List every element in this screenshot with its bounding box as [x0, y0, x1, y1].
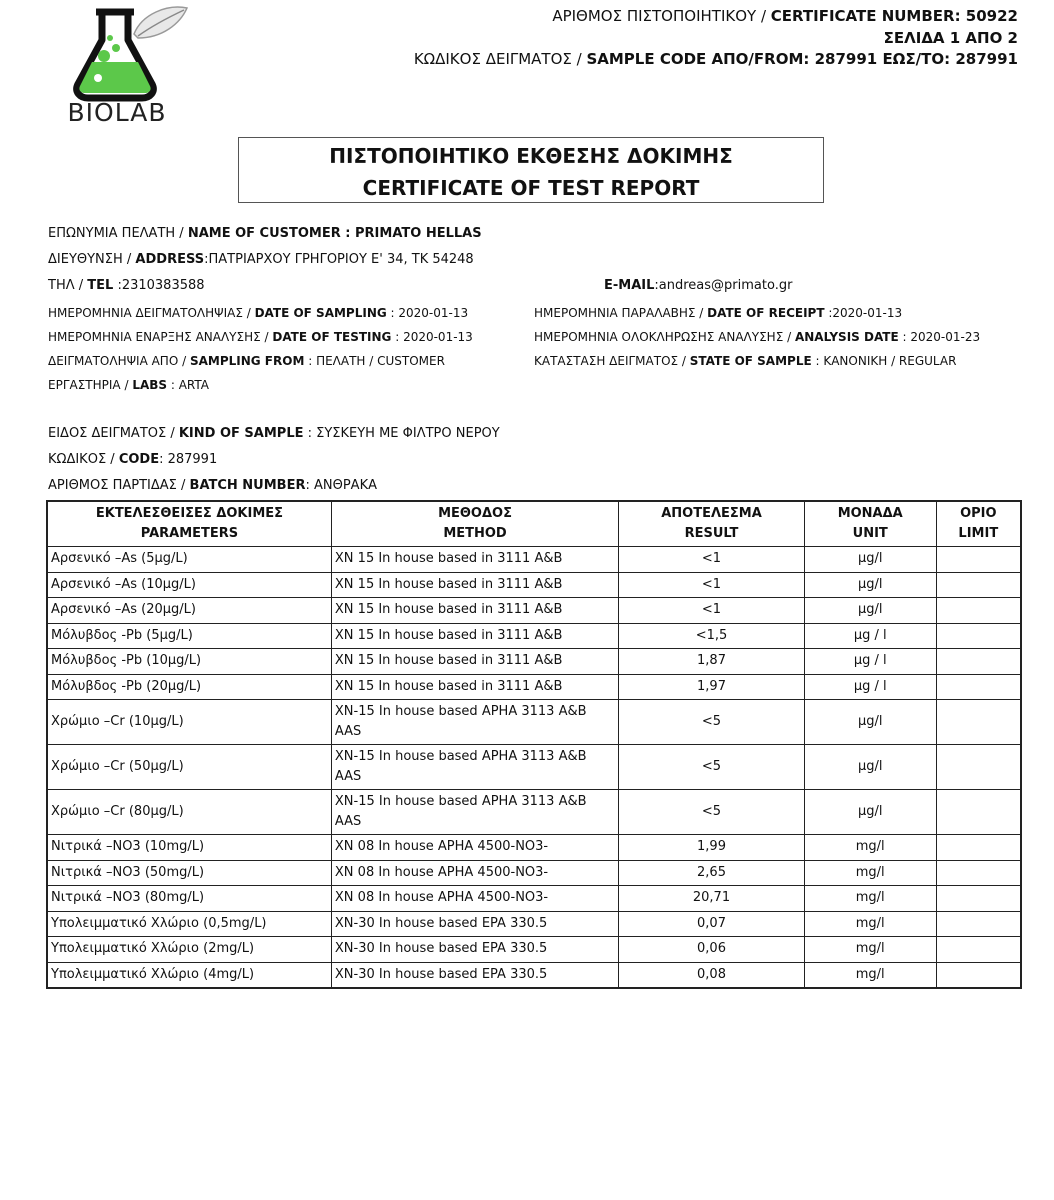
table-row [47, 572, 1021, 598]
limit-cell [936, 911, 1021, 937]
param-cell: Υπολειμματικό Χλώριο (0,5mg/L) [47, 911, 331, 937]
method-cell: XN-15 In house based APHA 3113 A&B AAS [331, 700, 618, 745]
method-cell: XN-15 In house based APHA 3113 A&B AAS [331, 790, 618, 835]
param-cell: Νιτρικά –NO3 (80mg/L) [47, 886, 331, 912]
limit-cell [936, 745, 1021, 790]
param-cell: Υπολειμματικό Χλώριο (4mg/L) [47, 962, 331, 988]
method-cell: XN 15 In house based in 3111 A&B [331, 598, 618, 624]
param-cell: Νιτρικά –NO3 (10mg/L) [47, 835, 331, 861]
unit-cell: μg/l [804, 745, 936, 790]
customer-email: E-MAIL:andreas@primato.gr [604, 278, 793, 293]
method-cell: XN 08 In house APHA 4500-NO3- [331, 860, 618, 886]
unit-cell: mg/l [804, 911, 936, 937]
method-cell: XN-30 In house based EPA 330.5 [331, 911, 618, 937]
title-english: CERTIFICATE OF TEST REPORT [362, 176, 700, 200]
page-number: ΣΕΛΙΔΑ 1 ΑΠΟ 2 [883, 28, 1018, 47]
method-cell: XN 08 In house APHA 4500-NO3- [331, 835, 618, 861]
limit-cell [936, 649, 1021, 675]
logo-text: BIOLAB [67, 98, 167, 127]
flask-leaf-icon [72, 4, 192, 104]
limit-cell [936, 790, 1021, 835]
customer-address: ΔΙΕΥΘΥΝΣΗ / ADDRESS:ΠΑΤΡΙΑΡΧΟΥ ΓΡΗΓΟΡΙΟΥ Ε' 34, ΤΚ 54248 [48, 252, 474, 267]
result-cell: 1,99 [619, 835, 805, 861]
result-cell: <1 [619, 547, 805, 573]
param-cell: Χρώμιο –Cr (50μg/L) [47, 745, 331, 790]
table-row [47, 674, 1021, 700]
unit-cell: μg / l [804, 623, 936, 649]
method-cell: XN 15 In house based in 3111 A&B [331, 674, 618, 700]
method-cell: XN 15 In house based in 3111 A&B [331, 623, 618, 649]
date-of-testing: ΗΜΕΡΟΜΗΝΙΑ ΕΝΑΡΞΗΣ ΑΝΑΛΥΣΗΣ / DATE OF TESTING : 2020-01-13 [48, 330, 473, 344]
unit-cell: mg/l [804, 860, 936, 886]
param-cell: Χρώμιο –Cr (10μg/L) [47, 700, 331, 745]
unit-cell: mg/l [804, 937, 936, 963]
table-row [47, 835, 1021, 861]
limit-cell [936, 860, 1021, 886]
method-cell: XN-15 In house based APHA 3113 A&B AAS [331, 745, 618, 790]
param-cell: Αρσενικό –As (20μg/L) [47, 598, 331, 624]
unit-cell: μg/l [804, 700, 936, 745]
param-cell: Υπολειμματικό Χλώριο (2mg/L) [47, 937, 331, 963]
customer-name: ΕΠΩΝΥΜΙΑ ΠΕΛΑΤΗ / NAME OF CUSTOMER : PRIMATO HELLAS [48, 226, 482, 241]
method-cell: XN 15 In house based in 3111 A&B [331, 649, 618, 675]
result-cell: <1 [619, 572, 805, 598]
param-cell: Νιτρικά –NO3 (50mg/L) [47, 860, 331, 886]
unit-cell: mg/l [804, 835, 936, 861]
limit-cell [936, 572, 1021, 598]
state-of-sample: ΚΑΤΑΣΤΑΣΗ ΔΕΙΓΜΑΤΟΣ / STATE OF SAMPLE : ΚΑΝΟΝΙΚΗ / REGULAR [534, 354, 957, 368]
biolab-logo [52, 4, 192, 126]
date-of-sampling: ΗΜΕΡΟΜΗΝΙΑ ΔΕΙΓΜΑΤΟΛΗΨΙΑΣ / DATE OF SAMPLING : 2020-01-13 [48, 306, 469, 320]
result-cell: <5 [619, 700, 805, 745]
result-cell: 2,65 [619, 860, 805, 886]
method-cell: XN 15 In house based in 3111 A&B [331, 572, 618, 598]
table-row [47, 886, 1021, 912]
method-cell: XN-30 In house based EPA 330.5 [331, 937, 618, 963]
limit-cell [936, 547, 1021, 573]
document-title [238, 137, 824, 203]
param-cell: Αρσενικό –As (10μg/L) [47, 572, 331, 598]
result-cell: <1,5 [619, 623, 805, 649]
param-cell: Μόλυβδος -Pb (20μg/L) [47, 674, 331, 700]
result-cell: 0,08 [619, 962, 805, 988]
limit-cell [936, 962, 1021, 988]
header-unit: ΜΟΝΑΔΑ UNIT [804, 501, 936, 547]
header-limit: ΟΡΙΟ LIMIT [936, 501, 1021, 547]
batch-number: ΑΡΙΘΜΟΣ ΠΑΡΤΙΔΑΣ / BATCH NUMBER: ΑΝΘΡΑΚΑ [48, 478, 377, 493]
unit-cell: μg/l [804, 790, 936, 835]
result-cell: 0,07 [619, 911, 805, 937]
unit-cell: μg / l [804, 649, 936, 675]
limit-cell [936, 937, 1021, 963]
unit-cell: μg/l [804, 598, 936, 624]
result-cell: 0,06 [619, 937, 805, 963]
param-cell: Μόλυβδος -Pb (5μg/L) [47, 623, 331, 649]
table-row [47, 598, 1021, 624]
table-row [47, 911, 1021, 937]
param-cell: Μόλυβδος -Pb (10μg/L) [47, 649, 331, 675]
title-greek: ΠΙΣΤΟΠΟΙΗΤΙΚΟ ΕΚΘΕΣΗΣ ΔΟΚΙΜΗΣ [329, 144, 733, 168]
certificate-header [414, 6, 1018, 71]
result-cell: 1,87 [619, 649, 805, 675]
method-cell: XN 15 In house based in 3111 A&B [331, 547, 618, 573]
param-cell: Χρώμιο –Cr (80μg/L) [47, 790, 331, 835]
limit-cell [936, 886, 1021, 912]
table-row [47, 962, 1021, 988]
result-cell: <1 [619, 598, 805, 624]
unit-cell: mg/l [804, 886, 936, 912]
result-cell: 1,97 [619, 674, 805, 700]
table-row [47, 623, 1021, 649]
header-parameters: ΕΚΤΕΛΕΣΘΕΙΣΕΣ ΔΟΚΙΜΕΣ PARAMETERS [47, 501, 331, 547]
result-cell: <5 [619, 790, 805, 835]
unit-cell: μg/l [804, 547, 936, 573]
limit-cell [936, 700, 1021, 745]
unit-cell: mg/l [804, 962, 936, 988]
unit-cell: μg / l [804, 674, 936, 700]
table-row [47, 649, 1021, 675]
table-header-row [47, 501, 1021, 547]
customer-tel: ΤΗΛ / TEL :2310383588 [48, 278, 205, 293]
sample-code: ΚΩΔΙΚΟΣ / CODE: 287991 [48, 452, 218, 467]
limit-cell [936, 835, 1021, 861]
limit-cell [936, 598, 1021, 624]
unit-cell: μg/l [804, 572, 936, 598]
header-method: ΜΕΘΟΔΟΣ METHOD [331, 501, 618, 547]
table-row [47, 547, 1021, 573]
limit-cell [936, 674, 1021, 700]
method-cell: XN-30 In house based EPA 330.5 [331, 962, 618, 988]
labs: ΕΡΓΑΣΤΗΡΙΑ / LABS : ARTA [48, 378, 209, 392]
result-cell: 20,71 [619, 886, 805, 912]
table-row [47, 860, 1021, 886]
certificate-number: ΑΡΙΘΜΟΣ ΠΙΣΤΟΠΟΙΗΤΙΚΟΥ / CERTIFICATE NUMBER: 50922 [552, 7, 1018, 25]
table-row [47, 700, 1021, 745]
analysis-date: ΗΜΕΡΟΜΗΝΙΑ ΟΛΟΚΛΗΡΩΣΗΣ ΑΝΑΛΥΣΗΣ / ANALYSIS DATE : 2020-01-23 [534, 330, 981, 344]
param-cell: Αρσενικό –As (5μg/L) [47, 547, 331, 573]
table-row [47, 937, 1021, 963]
method-cell: XN 08 In house APHA 4500-NO3- [331, 886, 618, 912]
results-table [46, 500, 1022, 989]
table-row [47, 790, 1021, 835]
sample-code-range: ΚΩΔΙΚΟΣ ΔΕΙΓΜΑΤΟΣ / SAMPLE CODE ΑΠΟ/FROM: 287991 ΕΩΣ/TO: 287991 [413, 50, 1018, 68]
result-cell: <5 [619, 745, 805, 790]
limit-cell [936, 623, 1021, 649]
date-of-receipt: ΗΜΕΡΟΜΗΝΙΑ ΠΑΡΑΛΑΒΗΣ / DATE OF RECEIPT :2020-01-13 [534, 306, 903, 320]
header-result: ΑΠΟΤΕΛΕΣΜΑ RESULT [619, 501, 805, 547]
kind-of-sample: ΕΙΔΟΣ ΔΕΙΓΜΑΤΟΣ / KIND OF SAMPLE : ΣΥΣΚΕΥΗ ΜΕ ΦΙΛΤΡΟ ΝΕΡΟΥ [48, 426, 500, 441]
sampling-from: ΔΕΙΓΜΑΤΟΛΗΨΙΑ ΑΠΟ / SAMPLING FROM : ΠΕΛΑΤΗ / CUSTOMER [48, 354, 445, 368]
table-row [47, 745, 1021, 790]
